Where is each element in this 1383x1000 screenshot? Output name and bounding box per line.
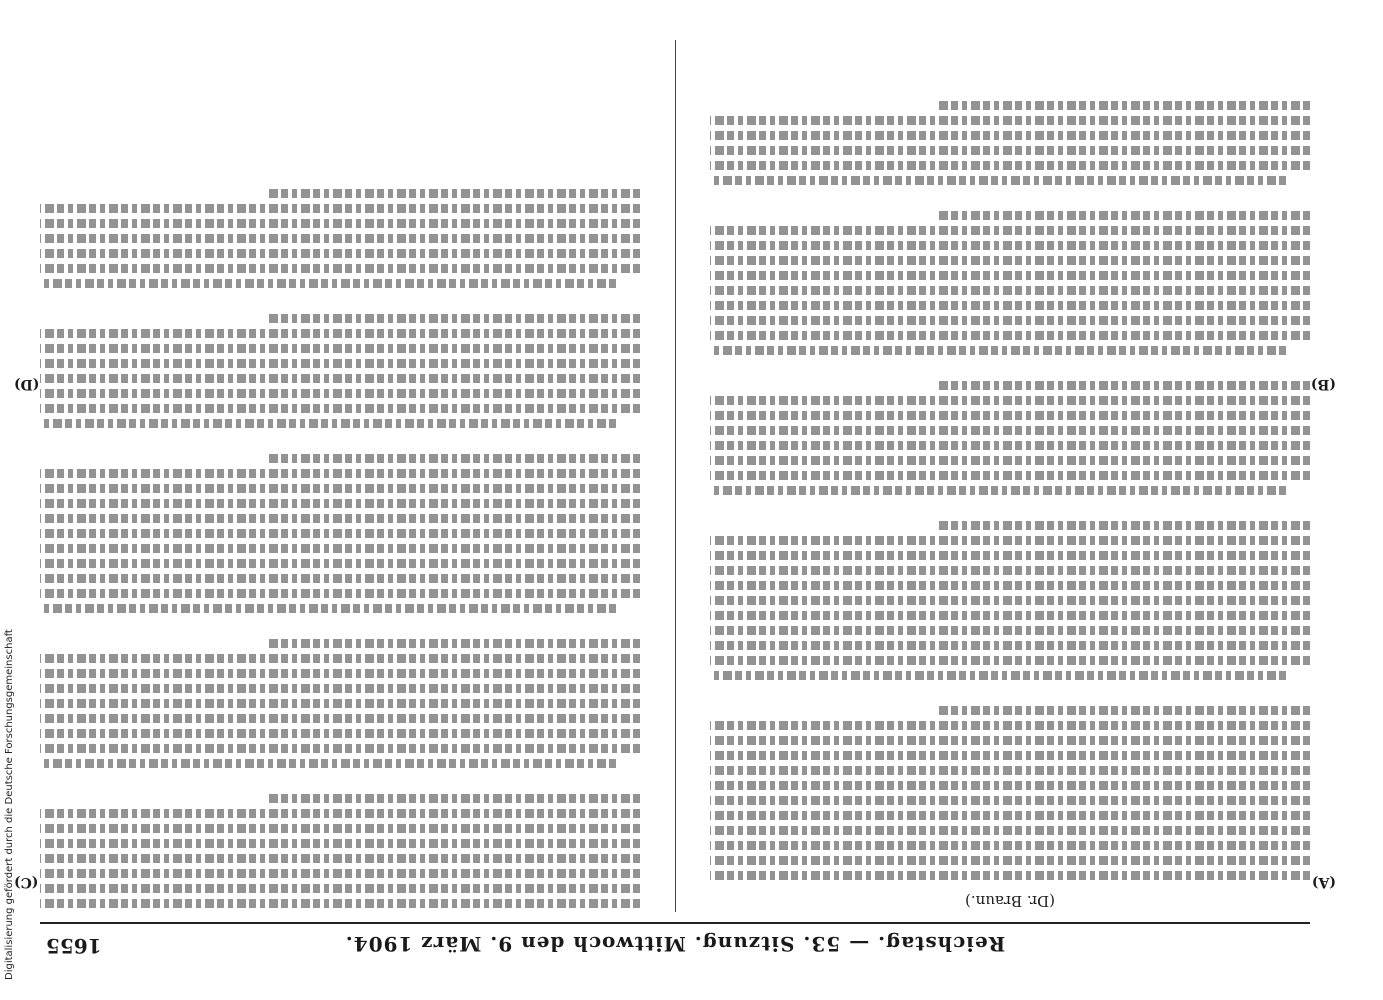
digitization-credit: Digitalisierung gefördert durch die Deutsche Forschungsgemeinschaft: [4, 629, 15, 980]
header-title: Reichstag. — 53. Sitzung. Mittwoch den 9. März 1904.: [344, 932, 1006, 956]
document-page: [14, 40, 1336, 960]
paragraph-placeholder: [710, 91, 1310, 189]
paragraph-placeholder: [710, 696, 1310, 884]
paragraph-placeholder: [710, 371, 1310, 499]
paragraph-placeholder: [40, 444, 640, 617]
header-rule: [40, 922, 1310, 924]
paragraph-placeholder: [40, 179, 640, 292]
column-divider: [675, 40, 676, 912]
margin-marker-d: (D): [14, 376, 40, 392]
paragraph-placeholder: [40, 629, 640, 772]
right-column: [14, 40, 640, 912]
running-header: [40, 928, 1310, 960]
paragraph-placeholder: [40, 304, 640, 432]
margin-marker-b: (B): [1310, 376, 1336, 392]
speaker-name: (Dr. Braun.): [965, 892, 1056, 910]
paragraph-placeholder: [710, 201, 1310, 359]
page-number: 1655: [46, 934, 102, 958]
left-column: [710, 40, 1336, 912]
margin-marker-c: (C): [14, 874, 39, 890]
margin-marker-a: (A): [1311, 874, 1336, 890]
paragraph-placeholder: [710, 511, 1310, 684]
paragraph-placeholder: [40, 784, 640, 912]
